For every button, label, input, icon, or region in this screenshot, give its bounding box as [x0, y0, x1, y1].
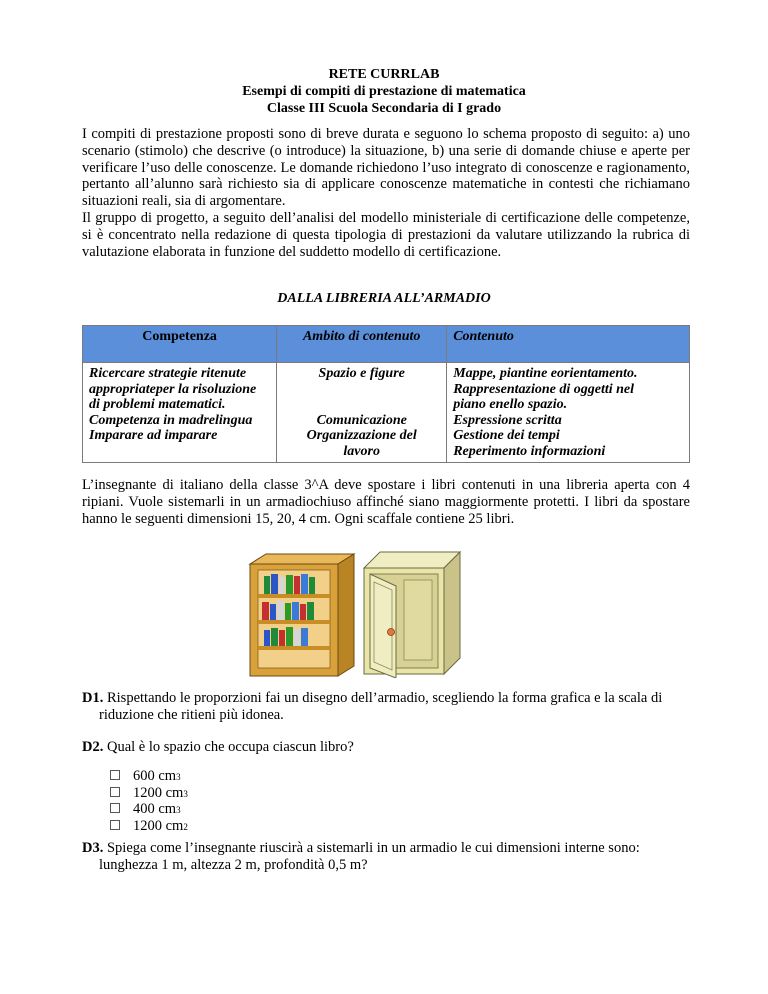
bookcase-wardrobe-illustration: [246, 546, 486, 678]
ambito-line: lavoro: [343, 443, 380, 459]
contenuto-line: Gestione dei tempi: [453, 428, 560, 443]
d1-label: D1.: [82, 690, 104, 706]
checkbox-icon[interactable]: [110, 820, 120, 830]
d1-text: Rispettando le proporzioni fai un disegno dell’armadio, scegliendo la forma grafica e la scala di: [103, 690, 663, 706]
d2-text: Qual è lo spazio che occupa ciascun libro?: [103, 739, 354, 755]
table-header-row: [83, 326, 690, 363]
competenza-line: Imparare ad imparare: [89, 428, 218, 443]
header-contenuto: Contenuto: [447, 326, 690, 363]
header-line-1: RETE CURRLAB: [328, 67, 440, 82]
cell-competenza: [83, 363, 277, 463]
competenza-line: Ricercare strategie ritenute: [89, 366, 247, 381]
header-competenza: Competenza: [83, 326, 277, 363]
ambito-top: Spazio e figure: [318, 366, 405, 381]
option-value: 600 cm: [133, 768, 177, 784]
option-value: 1200 cm: [133, 784, 184, 801]
table-row: [83, 363, 690, 463]
option-value: 400 cm: [133, 801, 177, 817]
ambito-line: Organizzazione del: [306, 428, 417, 443]
checkbox-icon[interactable]: [110, 803, 120, 813]
intro-paragraph-1: I compiti di prestazione proposti sono di breve durata e seguono lo schema proposto di seguito: a) uno scenario (stimolo) che descrive (o introduce) la situazione, b) una serie di domande chiuse e aperte per verificare l’uso delle conoscenze. Le domande richiedono l’uso integrato di conoscenze e ragionamento, pertanto all’alunno sarà richiesto sia di applicare conoscenze matematiche in contesti che richiamano situazioni reali, sia di argomentare.: [82, 126, 690, 210]
scenario-text: [82, 477, 690, 527]
cell-ambito: [277, 363, 447, 463]
d2-options: [110, 768, 188, 834]
contenuto-line: Mappe, piantine eorientamento.: [453, 366, 638, 381]
intro-text: [82, 126, 690, 260]
ambito-line: Comunicazione: [316, 412, 407, 428]
question-d1: [82, 690, 702, 724]
question-d3: [82, 840, 702, 874]
scenario-paragraph: L’insegnante di italiano della classe 3^A deve spostare i libri contenuti in una libreria aperta con 4 ripiani. Vuole sistemarli in un armadiochiuso affinché siano maggiormente protetti. I libri da spostare hanno le seguenti dimensioni 15, 20, 4 cm. Ogni scaffale contiene 25 libri.: [82, 477, 690, 527]
wardrobe-icon: [364, 552, 460, 678]
option-item[interactable]: 1200 cm 2: [110, 818, 188, 835]
option-item[interactable]: 600 cm 3: [110, 768, 188, 785]
cell-contenuto: [447, 363, 690, 463]
option-item[interactable]: 1200 cm 3: [110, 785, 188, 802]
d3-text-continued: lunghezza 1 m, altezza 2 m, profondità 0,5 m?: [99, 857, 368, 873]
header-line-2: Esempi di compiti di prestazione di matematica: [242, 84, 526, 99]
contenuto-line: Espressione scritta: [453, 412, 562, 428]
competence-table: [82, 325, 690, 463]
competenza-line: appropriateper la risoluzione: [89, 381, 257, 397]
d2-label: D2.: [82, 739, 104, 755]
checkbox-icon[interactable]: [110, 770, 120, 780]
document-header: [0, 66, 768, 117]
competenza-line: Competenza in madrelingua: [89, 412, 253, 428]
option-item[interactable]: 400 cm 3: [110, 801, 188, 818]
header-ambito: Ambito di contenuto: [277, 326, 447, 363]
section-title: DALLA LIBRERIA ALL’ARMADIO: [277, 291, 491, 306]
bookcase-icon: [250, 554, 354, 676]
contenuto-line: Rappresentazione di oggetti nel: [453, 381, 635, 397]
d3-text: Spiega come l’insegnante riuscirà a sistemarli in un armadio le cui dimensioni interne sono:: [103, 840, 640, 856]
competenza-line: di problemi matematici.: [89, 397, 226, 412]
contenuto-line: Reperimento informazioni: [453, 443, 606, 459]
header-line-3: Classe III Scuola Secondaria di I grado: [266, 101, 502, 116]
d3-label: D3.: [82, 840, 104, 856]
d1-text-continued: riduzione che ritieni più idonea.: [99, 707, 284, 723]
checkbox-icon[interactable]: [110, 787, 120, 797]
intro-paragraph-2: Il gruppo di progetto, a seguito dell’analisi del modello ministeriale di certificazione delle competenze, si è concentrato nella redazione di questa tipologia di prestazioni da valutare utilizzando la rubrica di valutazione elaborata in funzione del suddetto modello di certificazione.: [82, 209, 690, 260]
option-value: 1200 cm: [133, 817, 184, 834]
contenuto-line: piano enello spazio.: [453, 397, 568, 412]
question-d2: [82, 739, 702, 756]
